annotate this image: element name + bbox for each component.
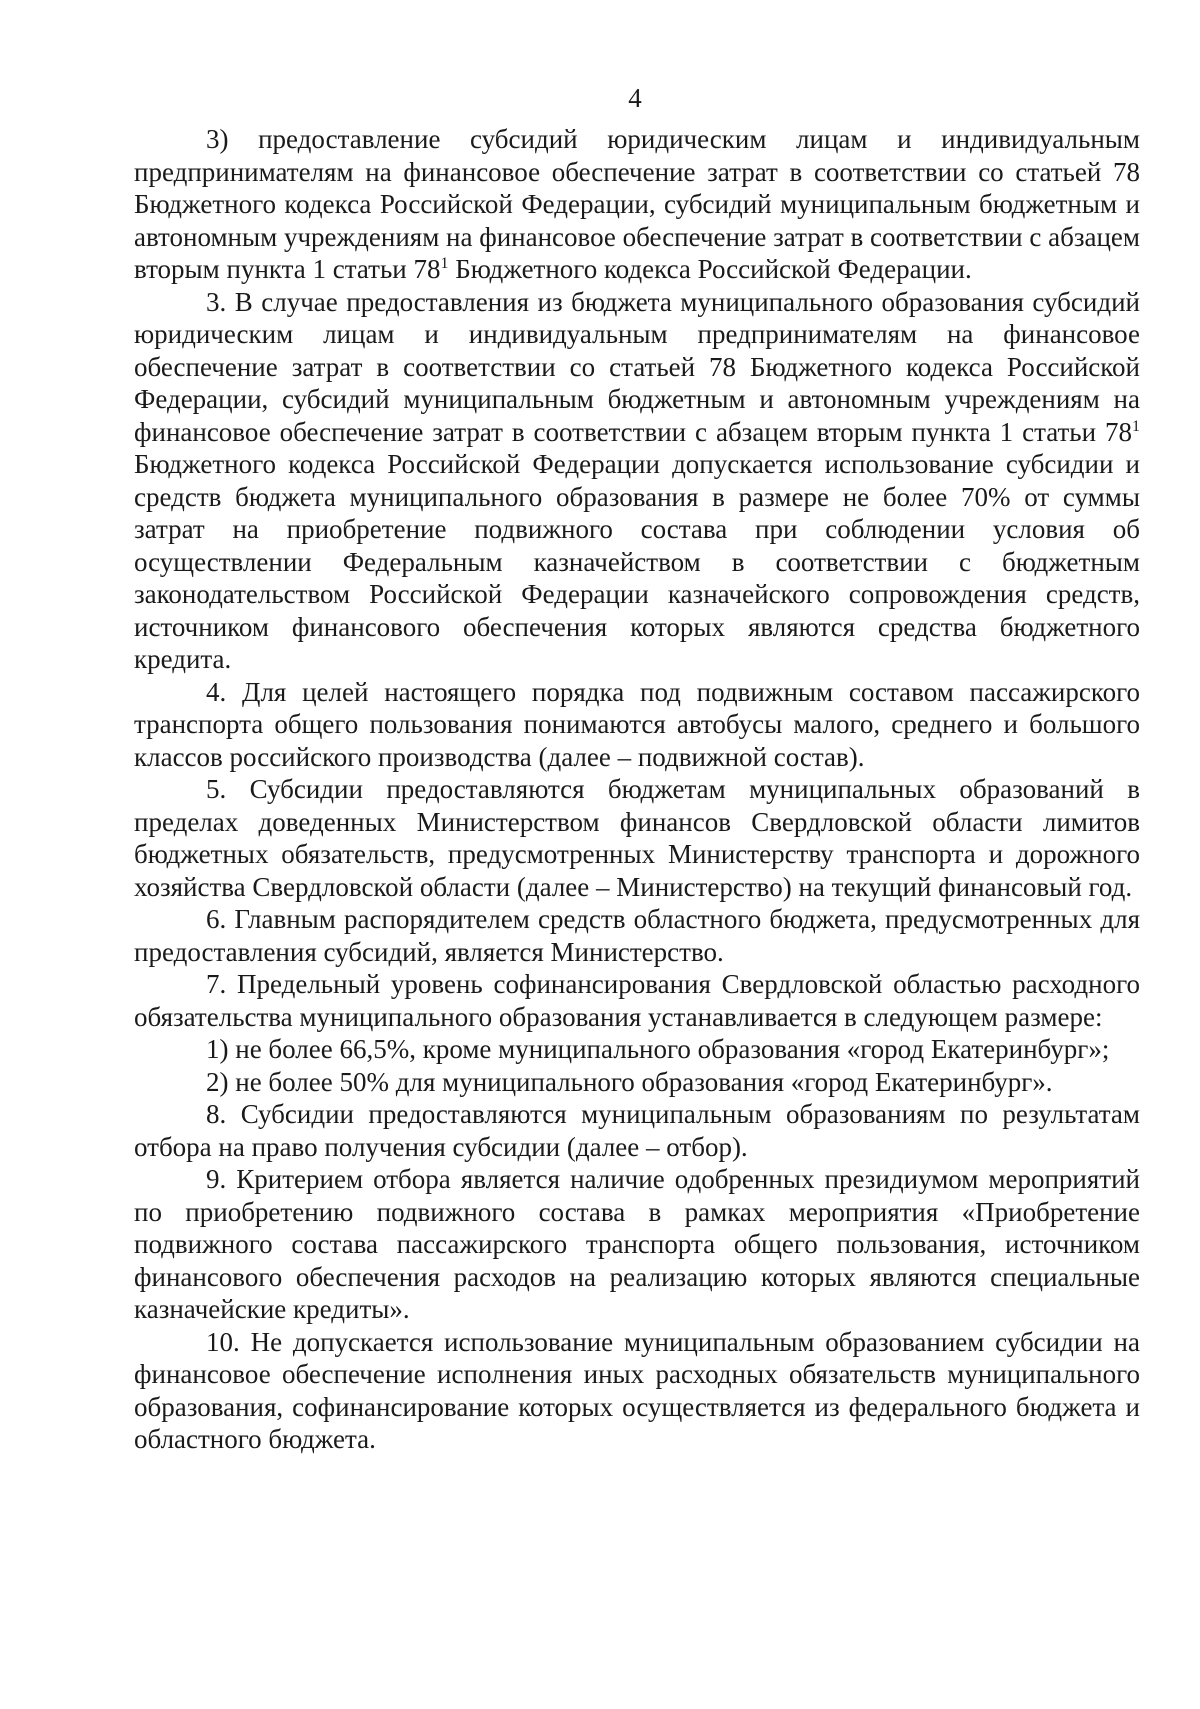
paragraph-9: 9. Критерием отбора является наличие одобренных президиумом мероприятий по приобретению подвижного состава в рамках мероприятия «Приобретение подвижного состава пассажирского транспорта общего пользования, источником финансового обеспечения расходов на реализацию которых являются специальные казначейские кредиты». [134,1164,1140,1324]
paragraph-5: 5. Субсидии предоставляются бюджетам муниципальных образований в пределах доведенных Министерством финансов Свердловской области лимитов бюджетных обязательств, предусмотренных Министерству транспорта и дорожного хозяйства Свердловской области (далее – Министерство) на текущий финансовый год. [134,774,1140,902]
superscript: 1 [1132,417,1140,435]
paragraph-7-subitem-2: 2) не более 50% для муниципального образования «город Екатеринбург». [206,1066,1053,1097]
paragraph-7: 7. Предельный уровень софинансирования Свердловской областью расходного обязательства муниципального образования устанавливается в следующем размере: [134,969,1140,1032]
paragraph-3: 3. В случае предоставления из бюджета муниципального образования субсидий юридическим лицам и индивидуальным предпринимателям на финансовое обеспечение затрат в соответствии со статьей 78 Бюджетного кодекса Российской Федерации, субсидий муниципальным бюджетным и автономным учреждениям на финансовое обеспечение затрат в соответствии с абзацем вторым пункта 1 статьи $78^1$ Бюджетного кодекса Российской Федерации допускается использование субсидии и средств бюджета муниципального образования в размере не более 70% от суммы затрат на приобретение подвижного состава при соблюдении условия об осуществлении Федеральным казначейством в соответствии с бюджетным законодательством Российской Федерации казначейского сопровождения средств, источником финансового обеспечения которых являются средства бюджетного кредита. [134,286,1140,674]
paragraph-6: 6. Главным распорядителем средств областного бюджета, предусмотренных для предоставления субсидий, является Министерство. [134,904,1140,967]
document-body [134,123,1140,1456]
paragraph-4: 4. Для целей настоящего порядка под подвижным составом пассажирского транспорта общего пользования понимаются автобусы малого, среднего и большого классов российского производства (далее – подвижной состав). [134,676,1140,772]
paragraph-7-subitem-1: 1) не более 66,5%, кроме муниципального образования «город Екатеринбург»; [206,1034,1110,1064]
paragraph-8: 8. Субсидии предоставляются муниципальным образованиям по результатам отбора на право получения субсидии (далее – отбор). [134,1099,1140,1162]
superscript: 1 [440,255,449,272]
paragraph-3-subitem: 3) предоставление субсидий юридическим лицам и индивидуальным предпринимателям на финансовое обеспечение затрат в соответствии со статьей 78 Бюджетного кодекса Российской Федерации, субсидий муниципальным бюджетным и автономным учреждениям на финансовое обеспечение затрат в соответствии с абзацем вторым пункта 1 статьи $78^1$ Бюджетного кодекса Российской Федерации. [134,124,1140,284]
paragraph-10: 10. Не допускается использование муниципальным образованием субсидии на финансовое обеспечение исполнения иных расходных обязательств муниципального образования, софинансирование которых осуществляется из федерального бюджета и областного бюджета. [134,1326,1140,1454]
page-number: 4 [628,83,642,113]
